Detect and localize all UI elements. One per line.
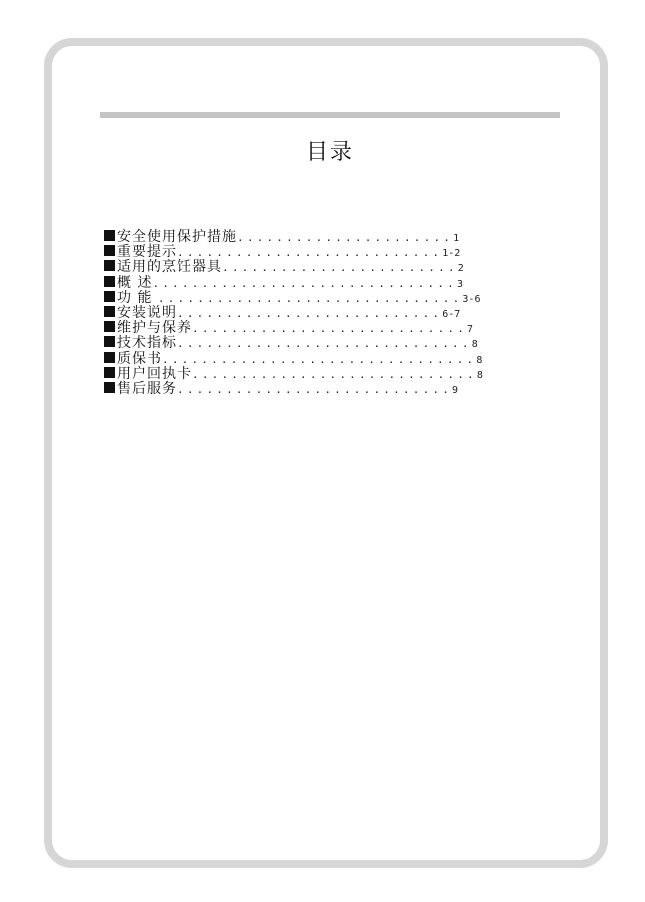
dot-leader: ............................... [152, 276, 457, 290]
toc-entry-page: 1 [453, 233, 460, 244]
toc-entry-label: 质保书 [117, 350, 162, 367]
toc-entry[interactable] [104, 272, 574, 291]
toc-entry[interactable] [104, 241, 574, 261]
page-title: 目录 [305, 140, 354, 165]
square-bullet-icon [104, 352, 115, 363]
square-bullet-icon [104, 276, 115, 287]
dot-leader: .............................. [177, 337, 472, 351]
toc-entry-page: 8 [471, 339, 478, 351]
toc-entry-page: 8 [476, 354, 483, 366]
dot-leader: ........................... [177, 246, 443, 260]
table-of-contents [104, 226, 574, 397]
toc-entry[interactable] [104, 226, 574, 245]
toc-entry-page: 2 [457, 263, 464, 275]
square-bullet-icon [104, 230, 115, 241]
toc-entry-label: 适用的烹饪器具 [117, 259, 222, 276]
toc-entry[interactable] [104, 378, 574, 397]
dot-leader: ............................ [192, 322, 468, 336]
dot-leader: ...................... [237, 231, 454, 244]
toc-entry-label: 安全使用保护措施 [117, 229, 237, 245]
toc-entry-label: 技术指标 [117, 335, 177, 352]
dot-leader: ............................. [192, 367, 477, 381]
square-bullet-icon [104, 260, 115, 271]
square-bullet-icon [104, 291, 115, 302]
dot-leader: ........................... [177, 306, 443, 320]
square-bullet-icon [104, 367, 115, 378]
toc-entry-label: 维护与保养 [117, 320, 192, 337]
square-bullet-icon [104, 245, 115, 256]
dot-leader: ............................... [157, 291, 463, 305]
toc-entry-page: 3-6 [462, 293, 481, 305]
toc-entry-page: 7 [467, 324, 474, 336]
square-bullet-icon [104, 321, 115, 332]
toc-entry-page: 9 [452, 384, 459, 396]
square-bullet-icon [104, 382, 115, 393]
toc-entry[interactable] [104, 348, 574, 367]
toc-entry-label: 安装说明 [117, 304, 177, 321]
toc-entry-label: 用户回执卡 [117, 365, 192, 382]
toc-entry-label: 售后服务 [117, 380, 177, 397]
toc-entry-page: 3 [456, 278, 463, 290]
toc-entry-label: 重要提示 [117, 244, 177, 261]
toc-entry[interactable] [104, 317, 574, 337]
toc-entry-label: 功 能 [117, 289, 158, 306]
square-bullet-icon [104, 306, 115, 317]
toc-entry-label: 概 述 [117, 274, 153, 291]
toc-entry[interactable] [104, 302, 574, 321]
toc-entry-page: 6-7 [442, 308, 461, 320]
toc-entry[interactable] [104, 256, 574, 276]
toc-entry[interactable] [104, 363, 574, 382]
dot-leader: ................................ [162, 352, 477, 366]
header-rule [100, 112, 560, 118]
dot-leader: ............................ [177, 382, 453, 396]
toc-entry[interactable] [104, 332, 574, 352]
dot-leader: ........................ [222, 261, 458, 275]
toc-entry[interactable] [104, 287, 574, 306]
square-bullet-icon [104, 336, 115, 347]
toc-entry-page: 8 [476, 369, 483, 381]
toc-entry-page: 1-2 [442, 248, 461, 260]
